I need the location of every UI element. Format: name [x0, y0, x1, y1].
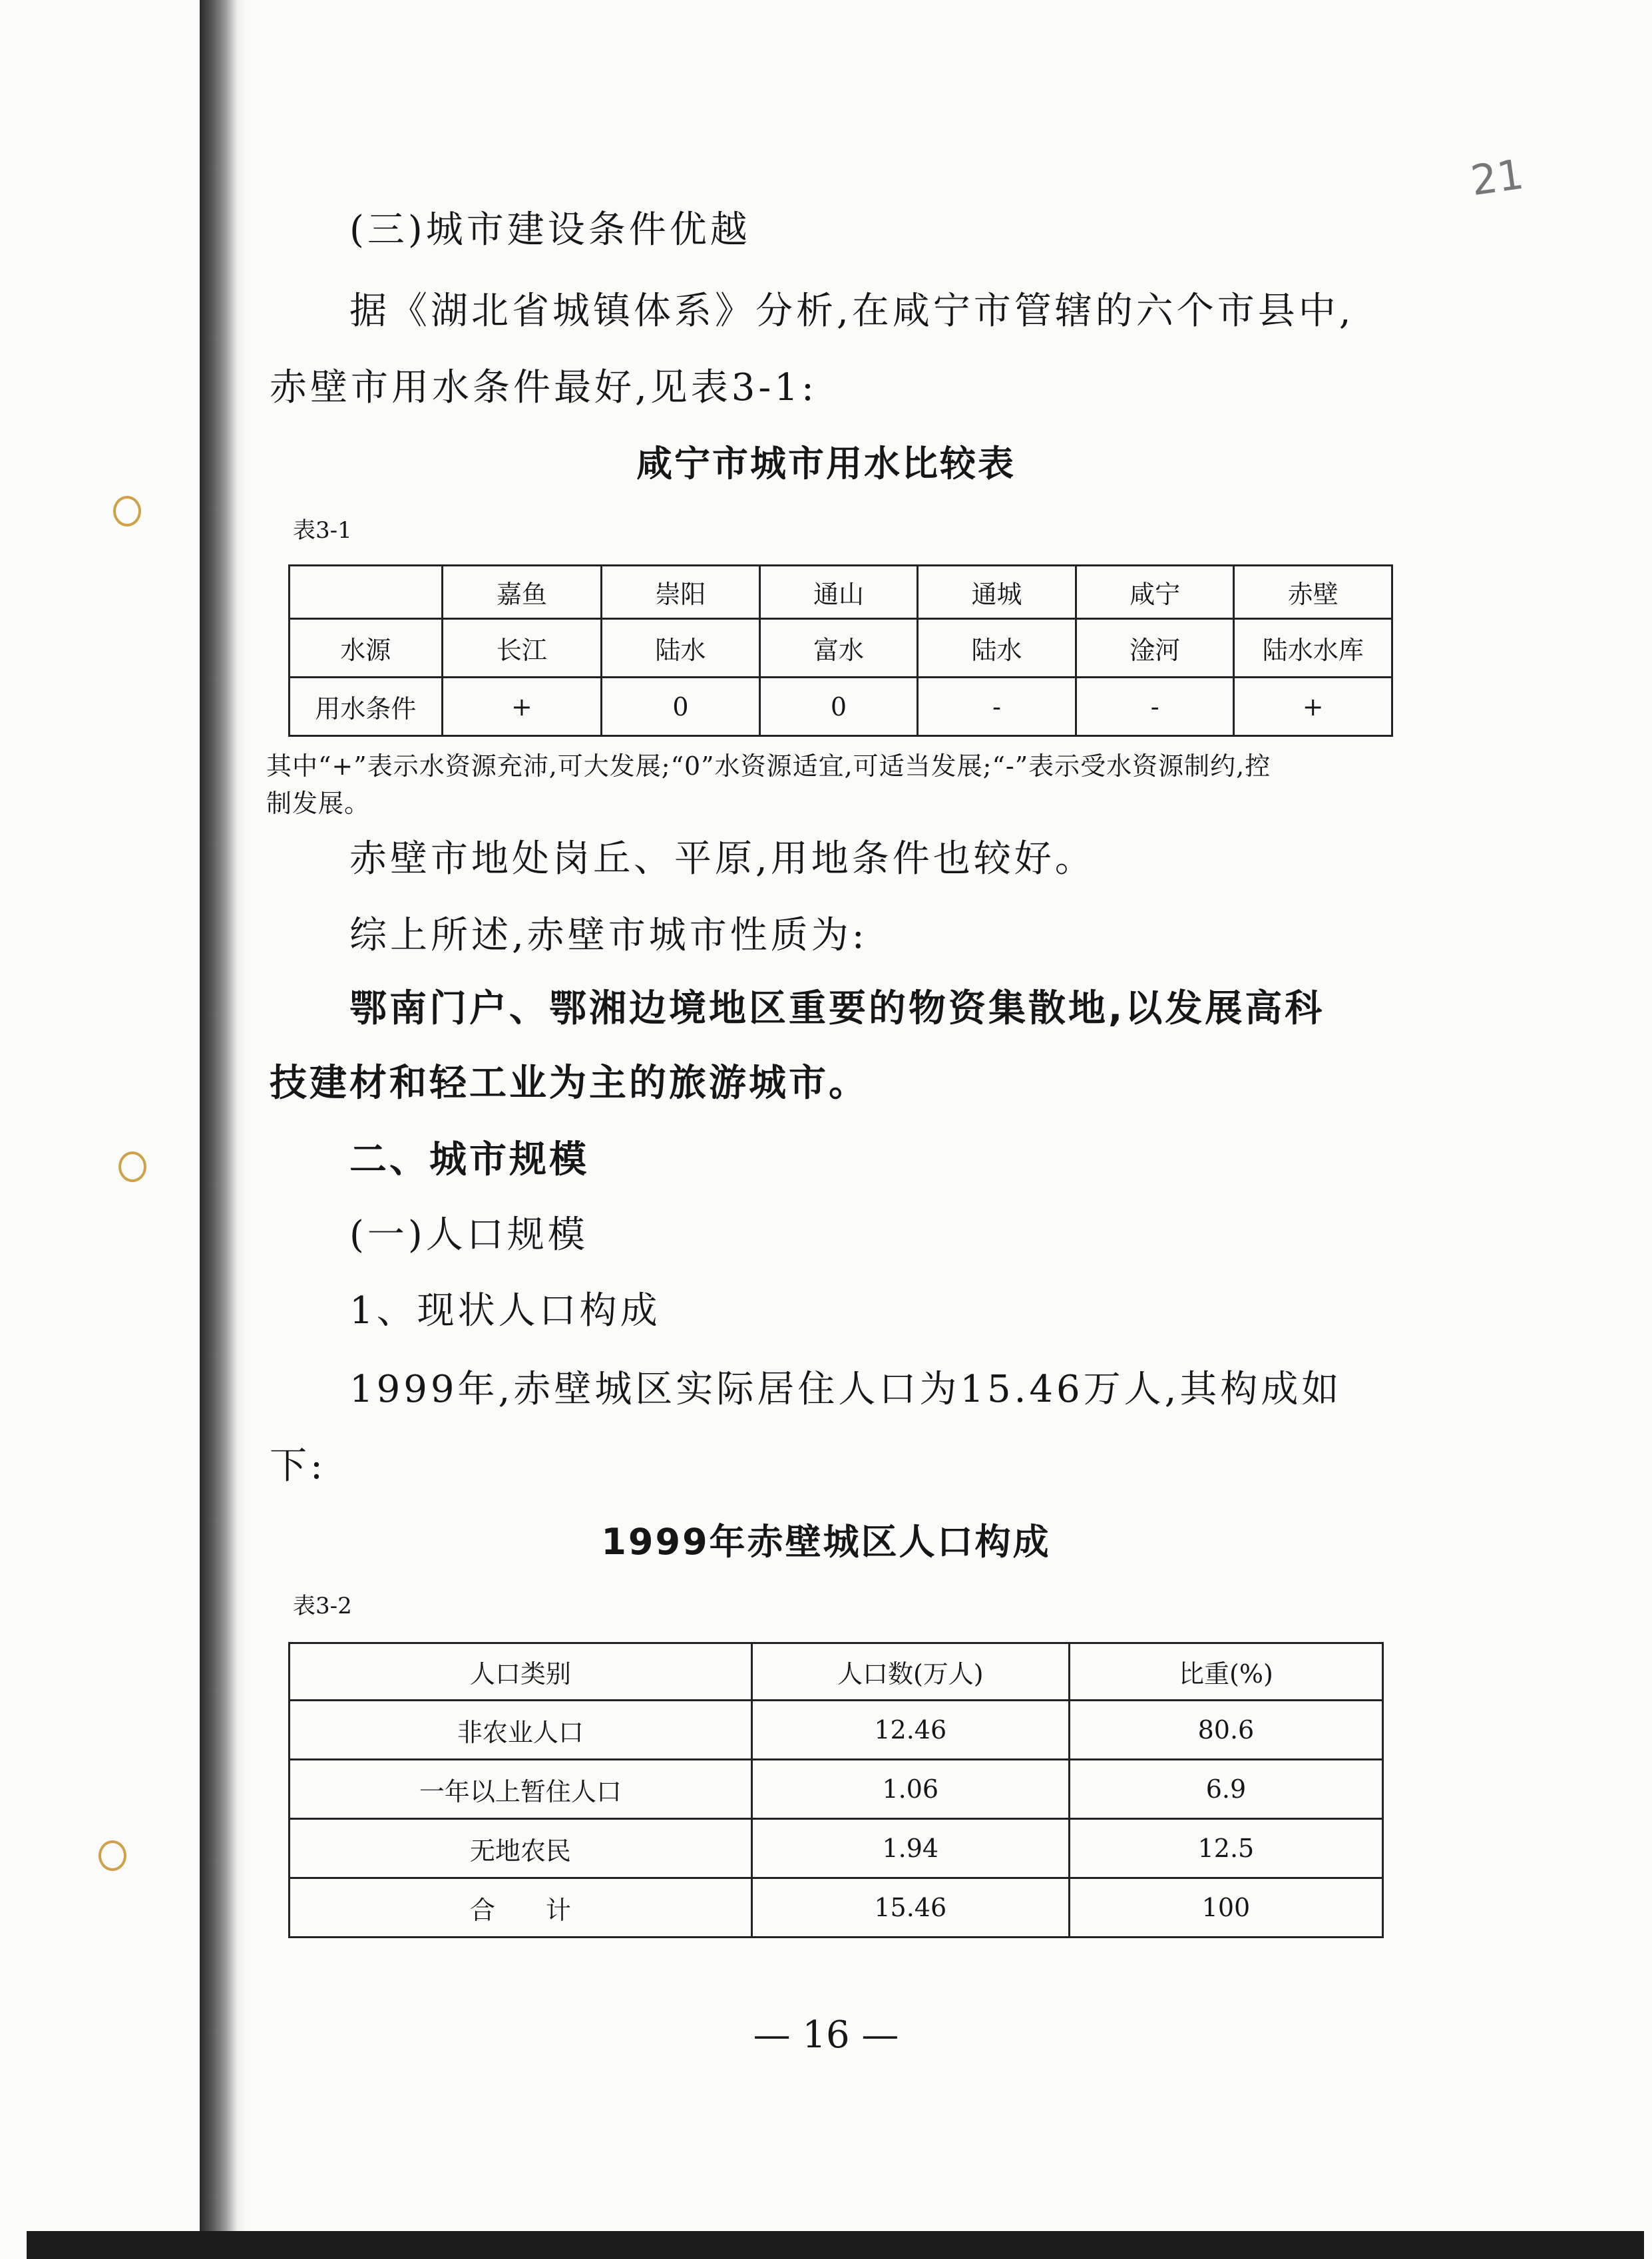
item-1-heading: 1、现状人口构成 [349, 1289, 661, 1333]
table2-cell: 合 计 [290, 1878, 752, 1938]
table1-header-cell: 崇阳 [602, 566, 760, 619]
table1-header-cell [290, 566, 443, 619]
table1-header-row [290, 566, 1392, 619]
table2-cell: 1.06 [751, 1760, 1069, 1819]
table1-cell: 陆水水库 [1234, 619, 1392, 678]
table1-cell: 陆水 [918, 619, 1076, 678]
table2-label: 表3-2 [293, 1593, 352, 1619]
handwritten-page-mark: 21 [1468, 149, 1527, 206]
table-row [290, 1701, 1383, 1760]
punch-hole-bottom [99, 1840, 126, 1871]
heading-3: (三)城市建设条件优越 [349, 208, 751, 252]
paragraph-3: 综上所述,赤壁市城市性质为: [349, 914, 868, 957]
table2-cell: 12.5 [1069, 1819, 1382, 1878]
table2-cell: 100 [1069, 1878, 1382, 1938]
table1-cell: - [1076, 678, 1234, 736]
paragraph-1-line-1: 据《湖北省城镇体系》分析,在咸宁市管辖的六个市县中, [349, 290, 1354, 333]
table2-cell: 12.46 [751, 1701, 1069, 1760]
table1-note-line-1: 其中“+”表示水资源充沛,可大发展;“0”水资源适宜,可适当发展;“-”表示受水资源制约,控 [266, 751, 1271, 781]
table2 [288, 1642, 1384, 1938]
table1-header-cell: 赤壁 [1234, 566, 1392, 619]
table2-cell: 一年以上暂住人口 [290, 1760, 752, 1819]
table-row [290, 1819, 1383, 1878]
table1-cell: 淦河 [1076, 619, 1234, 678]
punch-hole-top [113, 496, 141, 526]
table-row [290, 1878, 1383, 1938]
table2-header-row [290, 1643, 1383, 1701]
table1-title: 咸宁市城市用水比较表 [636, 443, 1016, 485]
table2-header-cell: 人口数(万人) [751, 1643, 1069, 1701]
table1 [288, 564, 1393, 737]
table-row [290, 1760, 1383, 1819]
table2-header-cell: 人口类别 [290, 1643, 752, 1701]
table1-note-line-2: 制发展。 [266, 789, 371, 818]
table1-cell: + [1234, 678, 1392, 736]
section-2-heading: 二、城市规模 [349, 1138, 589, 1181]
punch-hole-middle [118, 1151, 146, 1182]
table-row [290, 619, 1392, 678]
table2-header-cell: 比重(%) [1069, 1643, 1382, 1701]
table1-header-cell: 通城 [918, 566, 1076, 619]
table1-label: 表3-1 [293, 517, 352, 544]
table2-cell: 15.46 [751, 1878, 1069, 1938]
table1-cell: 用水条件 [290, 678, 443, 736]
table1-cell: 富水 [759, 619, 918, 678]
paragraph-4-line-2: 技建材和轻工业为主的旅游城市。 [270, 1062, 869, 1105]
paragraph-1-line-2: 赤壁市用水条件最好,见表3-1: [270, 366, 817, 409]
table1-cell: 陆水 [602, 619, 760, 678]
table2-cell: 80.6 [1069, 1701, 1382, 1760]
scan-bottom-edge [27, 2231, 1644, 2259]
subsection-1-heading: (一)人口规模 [349, 1213, 588, 1257]
table2-cell: 无地农民 [290, 1819, 752, 1878]
table1-cell: + [442, 678, 602, 736]
table2-title: 1999年赤壁城区人口构成 [601, 1521, 1051, 1563]
table1-cell: 长江 [442, 619, 602, 678]
paragraph-2: 赤壁市地处岗丘、平原,用地条件也较好。 [349, 837, 1096, 881]
table1-cell: 水源 [290, 619, 443, 678]
paragraph-4-line-1: 鄂南门户、鄂湘边境地区重要的物资集散地,以发展高科 [349, 987, 1325, 1030]
table1-cell: - [918, 678, 1076, 736]
table1-cell: 0 [602, 678, 760, 736]
paragraph-5-line-2: 下: [270, 1444, 326, 1488]
table1-header-cell: 通山 [759, 566, 918, 619]
scan-binding-shadow [200, 0, 246, 2259]
table2-cell: 非农业人口 [290, 1701, 752, 1760]
table1-cell: 0 [759, 678, 918, 736]
page-number: — 16 — [753, 2013, 899, 2057]
table2-cell: 6.9 [1069, 1760, 1382, 1819]
paragraph-5-line-1: 1999年,赤壁城区实际居住人口为15.46万人,其构成如 [349, 1368, 1342, 1411]
table1-header-cell: 嘉鱼 [442, 566, 602, 619]
table-row [290, 678, 1392, 736]
table1-header-cell: 咸宁 [1076, 566, 1234, 619]
table2-cell: 1.94 [751, 1819, 1069, 1878]
